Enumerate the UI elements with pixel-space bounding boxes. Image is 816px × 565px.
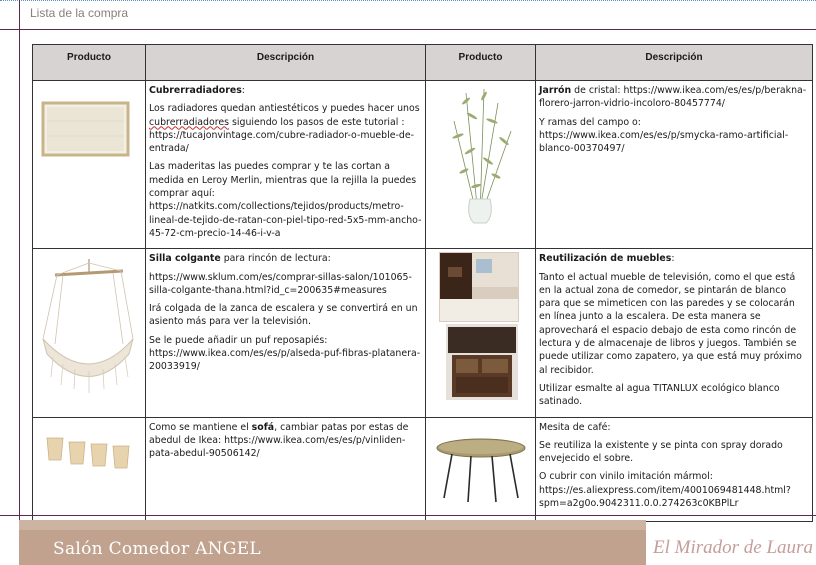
description-text: Tanto el actual mueble de televisión, como el que está en la actual zona de comedor, se pintarán de blanco para que se mimeticen con las paredes y se colocarán en línea junto a la escalera. De esta manera se aprovechará el espacio debajo de esta como rincón de lectura y de almacenaje de libros y juegos. También se puede utilizar como zapatero, ya que está muy próximo al recibidor.	[539, 271, 802, 376]
description-link-text: Se le puede añadir un puf reposapiés: https://www.ikea.com/es/es/p/alseda-puf-fibras-platanera-20033919/	[149, 334, 421, 373]
footer-brand: El Mirador de Laura	[653, 537, 813, 558]
description-cell	[536, 249, 813, 417]
description-text: Las maderitas las puedes comprar y te las cortan a medida en Leroy Merlin, mientras que la rejilla la puedes comprar aquí: https://natkits.com/collections/tejidos/products/metro-lineal-de-tejido-de-ratan-con-piel-tipo-red-5x5-mm-ancho-45-72-cm-precio-14-46-i-v-a	[149, 161, 422, 239]
table-row	[33, 417, 813, 521]
header-rule	[0, 29, 816, 30]
top-dotted-rule	[0, 0, 816, 1]
product-image-cell	[426, 249, 536, 417]
table-header-row	[33, 45, 813, 81]
product-image-cell	[426, 81, 536, 249]
description-text: Irá colgada de la zanca de escalera y se convertirá en un asiento más para ver la televisión.	[149, 303, 418, 328]
description-link-text: Y ramas del campo o: https://www.ikea.com/es/es/p/smycka-ramo-artificial-blanco-00370497/	[539, 116, 789, 155]
table-row	[33, 81, 813, 249]
item-name: Jarrón	[539, 85, 572, 96]
item-colon: :	[241, 85, 245, 96]
description-link-text: siguiendo los pasos de este tutorial : https://tucajonvintage.com/cubre-radiador-o-mueble-de-entrada/	[149, 116, 414, 155]
product-image-cell	[33, 249, 146, 417]
item-name: sofá	[251, 421, 275, 433]
tv-cabinet-image	[426, 249, 535, 405]
page-header-title: Lista de la compra	[30, 6, 129, 20]
description-cell	[146, 417, 426, 521]
description-text: Como se mantiene el	[149, 421, 252, 433]
description-cell	[146, 249, 426, 417]
shopping-list-table	[32, 44, 813, 522]
header-producto-2: Producto	[426, 45, 536, 81]
description-text: para rincón de lectura:	[220, 253, 331, 265]
item-name: Reutilización de muebles	[539, 253, 672, 265]
description-link-text: O cubrir con vinilo imitación mármol: https://es.aliexpress.com/item/4001069481448.html?spm=a2g0o.9042311.0.0.274263c0KBPlLr	[539, 471, 791, 510]
footer-band	[19, 520, 646, 530]
product-image-cell	[426, 417, 536, 521]
header-producto-1: Producto	[33, 45, 146, 81]
header-descripcion-2: Descripción	[536, 45, 813, 81]
item-name: Mesita de café:	[539, 421, 611, 433]
product-image-cell	[33, 81, 146, 249]
coffee-table-image	[426, 418, 535, 517]
description-text: Se reutiliza la existente y se pinta con spray dorado envejecido el sobre.	[539, 439, 783, 465]
description-cell	[146, 81, 426, 249]
description-link-text: https://www.sklum.com/es/comprar-sillas-salon/101065-silla-colgante-thana.html?id_c=200635#measures	[149, 271, 412, 296]
footer-rule	[0, 515, 816, 516]
left-margin-rule	[19, 0, 20, 565]
item-colon: :	[671, 253, 675, 265]
description-cell	[536, 81, 813, 249]
item-name: Cubrerradiadores	[149, 85, 242, 96]
vase-branches-image	[426, 81, 535, 237]
description-link-text: de cristal: https://www.ikea.com/es/es/p/berakna-florero-jarron-vidrio-incoloro-80457774/	[539, 85, 807, 110]
item-name: Silla colgante	[149, 253, 221, 265]
description-text: Los radiadores quedan antiestéticos y puedes hacer unos	[149, 103, 420, 115]
description-link-text: , cambiar patas por estas de abedul de Ikea: https://www.ikea.com/es/es/p/vinliden-pata-abedul-90506142/	[149, 421, 409, 460]
description-cell	[536, 417, 813, 521]
radiator-cover-image	[33, 81, 145, 237]
footer-title: Salón Comedor ANGEL	[53, 539, 262, 559]
misspelled-word: cubrerradiadores	[149, 116, 230, 128]
hanging-chair-image	[33, 249, 145, 405]
table-row	[33, 249, 813, 417]
description-text: Utilizar esmalte al agua TITANLUX ecológico blanco satinado.	[539, 382, 780, 408]
product-image-cell	[33, 417, 146, 521]
header-descripcion-1: Descripción	[146, 45, 426, 81]
furniture-legs-image	[33, 418, 145, 517]
